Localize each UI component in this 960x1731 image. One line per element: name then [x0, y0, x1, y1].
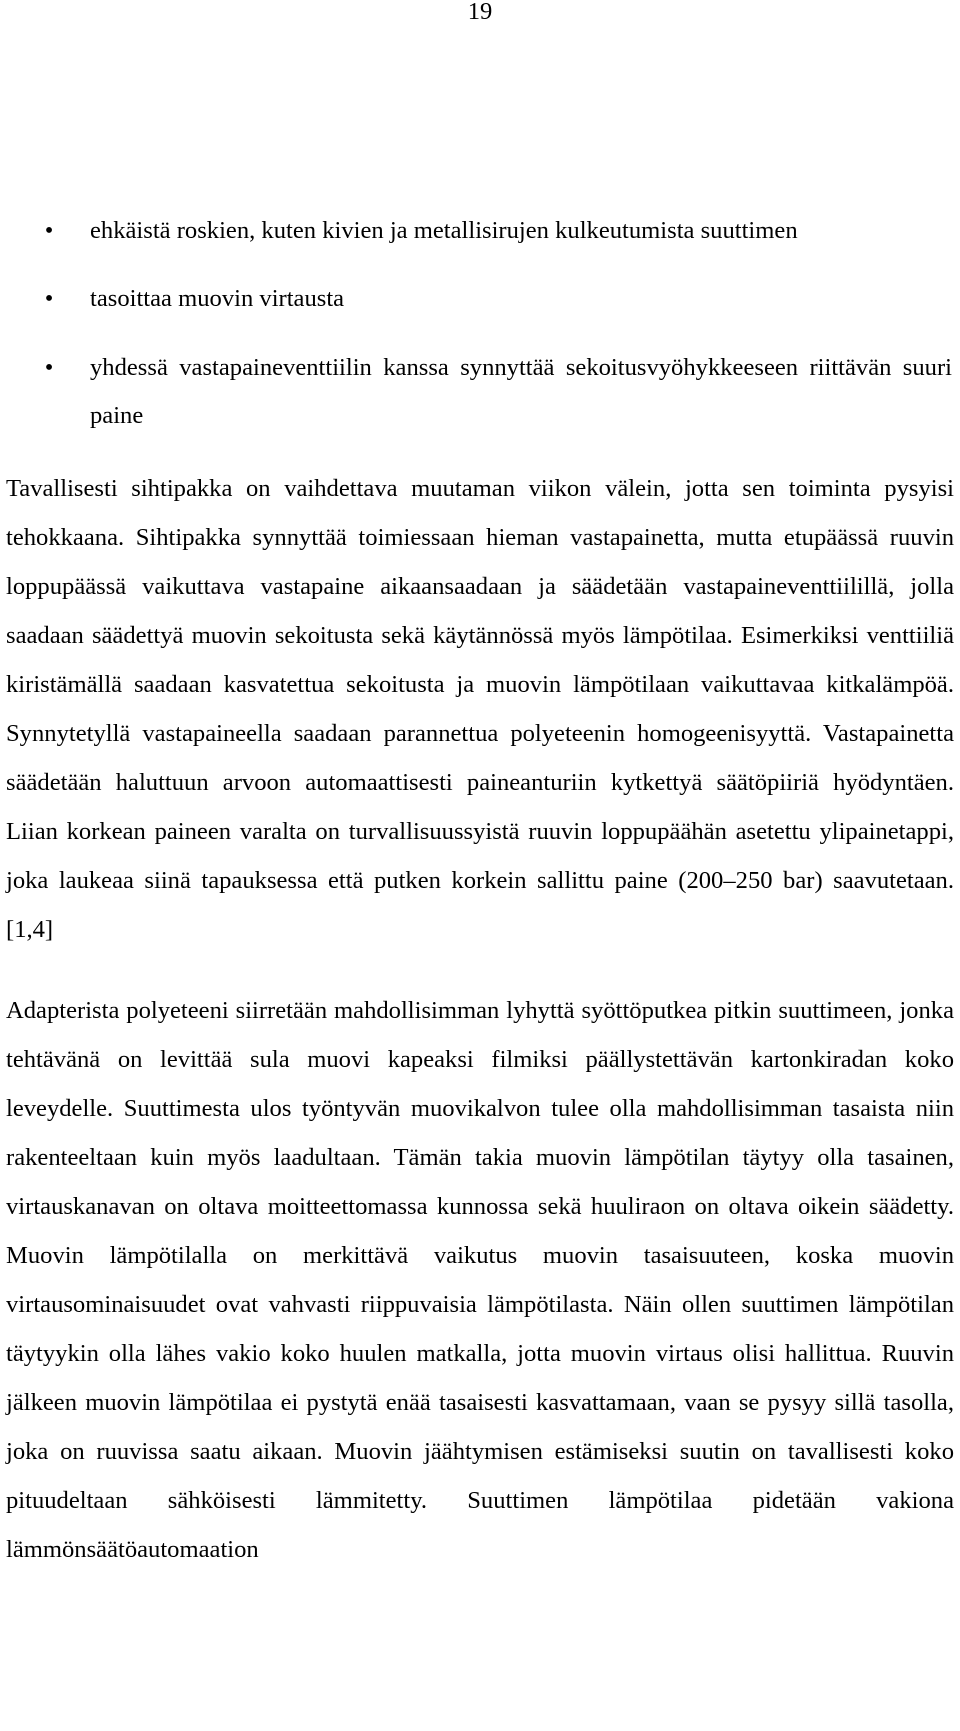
bullet-icon: •: [44, 354, 54, 381]
page-number: 19: [467, 0, 493, 25]
list-item-text: yhdessä vastapaineventtiilin kanssa synnyttää sekoitusvyöhykkeeseen riittävän suuri paine: [90, 354, 952, 429]
bullet-icon: •: [44, 285, 54, 312]
body-paragraph: Adapterista polyeteeni siirretään mahdollisimman lyhyttä syöttöputkea pitkin suuttimeen, jonka tehtävänä on levittää sula muovi kapeaksi filmiksi päällystettävän kartonkiradan koko leveydelle. Suuttimesta ulos työntyvän muovikalvon tulee olla mahdollisimman tasaista niin rakenteeltaan kuin myös laadultaan. Tämän takia muovin lämpötilan täytyy olla tasainen, virtauskanavan on oltava moitteettomassa kunnossa sekä huuliraon on oltava oikein säädetty. Muovin lämpötilalla on merkittävä vaikutus muovin tasaisuuteen, koska muovin virtausominaisuudet ovat vahvasti riippuvaisia lämpötilasta. Näin ollen suuttimen lämpötilan täytyykin olla lähes vakio koko huulen matkalla, jotta muovin virtaus olisi hallittua. Ruuvin jälkeen muovin lämpötilaa ei pystytä enää tasaisesti kasvattamaan, vaan se pysyy sillä tasolla, joka on ruuvissa saatu aikaan. Muovin jäähtymisen estämiseksi suutin on tavallisesti koko pituudeltaan sähköisesti lämmitetty. Suuttimen lämpötilaa pidetään vakiona lämmönsäätöautomaation: [6, 997, 954, 1563]
list-item-text: ehkäistä roskien, kuten kivien ja metallisirujen kulkeutumista suuttimen: [90, 217, 798, 244]
body-paragraph: Tavallisesti sihtipakka on vaihdettava muutaman viikon välein, jotta sen toiminta pysyisi tehokkaana. Sihtipakka synnyttää toimiessaan hieman vastapainetta, mutta etupäässä ruuvin loppupäässä vaikuttava vastapaine aikaansaadaan ja säädetään vastapaineventtiilillä, jolla saadaan säädettyä muovin sekoitusta sekä käytännössä myös lämpötilaa. Esimerkiksi venttiiliä kiristämällä saadaan kasvatettua sekoitusta ja muovin lämpötilaan vaikuttavaa kitkalämpöä. Synnytetyllä vastapaineella saadaan parannettua polyeteenin homogeenisyyttä. Vastapainetta säädetään haluttuun arvoon automaattisesti paineanturiin kytkettyä säätöpiiriä hyödyntäen. Liian korkean paineen varalta on turvallisuussyistä ruuvin loppupäähän asetettu ylipainetappi, joka laukeaa siinä tapauksessa että putken korkein sallittu paine (200–250 bar) saavutetaan. [1,4]: [6, 475, 954, 943]
list-item-text: tasoittaa muovin virtausta: [90, 285, 345, 312]
bullet-icon: •: [44, 217, 54, 244]
